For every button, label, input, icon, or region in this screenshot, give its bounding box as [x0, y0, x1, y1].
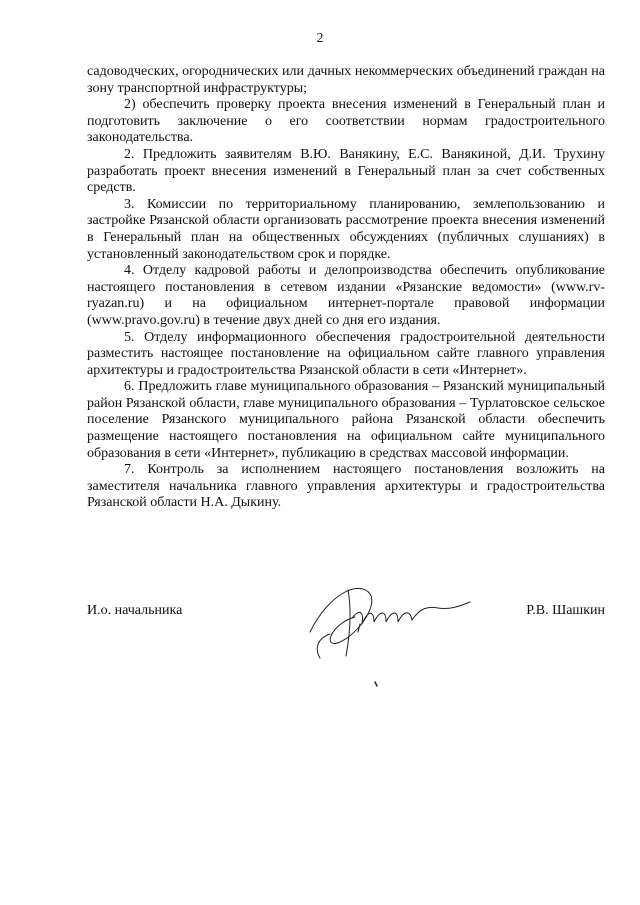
page-number: 2 — [316, 31, 324, 46]
paragraph-item-7: 7. Контроль за исполнением настоящего постановления возложить на заместителя начальника главного управления архитектуры и градостроительства Рязанской области Н.А. Дыкину. — [87, 462, 605, 511]
paragraph-item-2: 2. Предложить заявителям В.Ю. Ванякину, Е.С. Ванякиной, Д.И. Трухину разработать проект внесения изменений в Генеральный план за счет собственных средств. — [87, 146, 605, 196]
document-body — [87, 64, 605, 512]
paragraph-item-4: 4. Отделу кадровой работы и делопроизводства обеспечить опубликование настоящего постановления в сетевом издании «Рязанские ведомости» (www.rv-ryazan.ru) и на официальном интернет-портале правовой информации (www.pravo.gov.ru) в течение двух дней со дня его издания. — [87, 263, 605, 328]
paragraph-item-5: 5. Отделу информационного обеспечения градостроительной деятельности разместить настоящее постановление на официальном сайте главного управления архитектуры и градостроительства Рязанской области в сети «Интернет». — [87, 329, 605, 378]
handwritten-signature — [300, 572, 490, 692]
paragraph-item-6: 6. Предложить главе муниципального образования – Рязанский муниципальный район Рязанской области, главе муниципального образования – Турлатовское сельское поселение Рязанского муниципального района Рязанской области обеспечить размещение настоящего постановления на официальном сайте муниципального образования в сети «Интернет», публикацию в средствах массовой информации. — [87, 379, 605, 461]
paragraph-subitem-2: 2) обеспечить проверку проекта внесения изменений в Генеральный план и подготовить заключение о его соответствии нормам градостроительного законодательства. — [87, 97, 605, 146]
signatory-name: Р.В. Шашкин — [526, 603, 605, 618]
paragraph-item-3: 3. Комиссии по территориальному планированию, землепользованию и застройке Рязанской области организовать рассмотрение проекта внесения изменений в Генеральный план на общественных обсуждениях (публичных слушаниях) в установленный законодательством срок и порядке. — [87, 196, 605, 262]
signatory-title: И.о. начальника — [87, 603, 183, 618]
paragraph-continuation: садоводческих, огороднических или дачных некоммерческих объединений граждан на зону транспортной инфраструктуры; — [87, 64, 605, 96]
